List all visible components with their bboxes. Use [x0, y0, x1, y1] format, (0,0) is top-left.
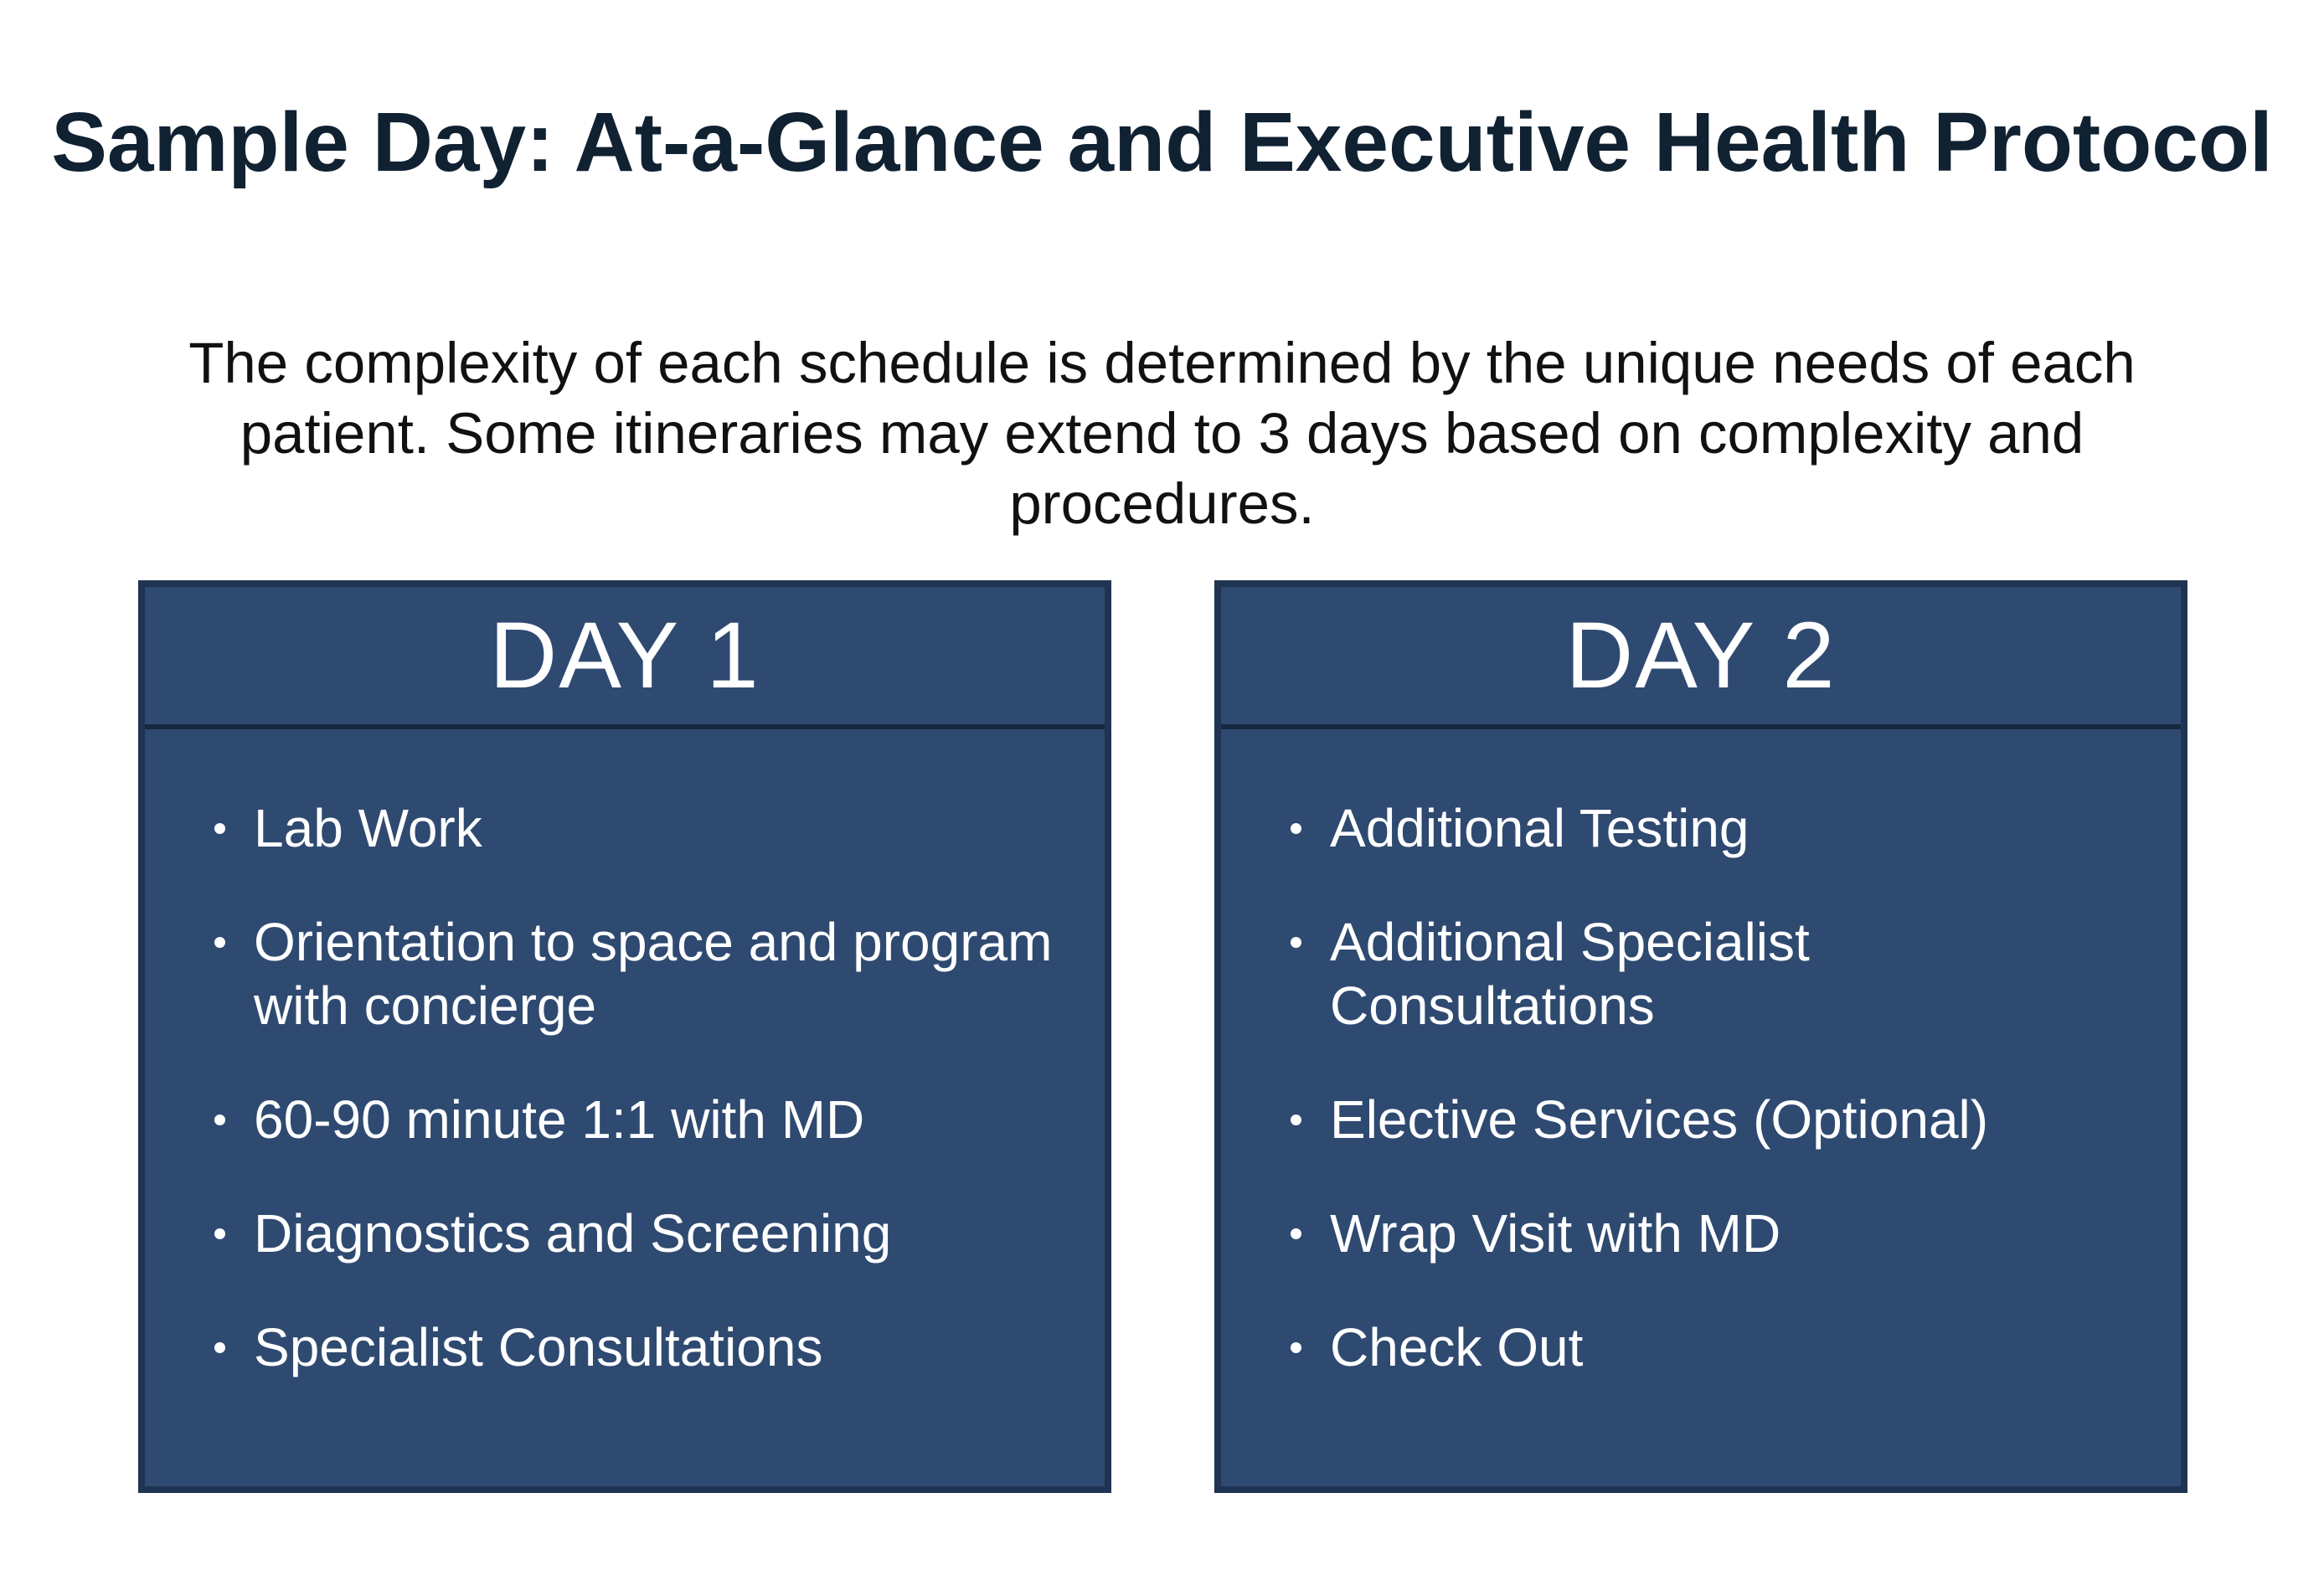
- day-1-list: [145, 796, 1105, 1429]
- day-2-item-label: Elective Services (Optional): [1330, 1089, 1989, 1150]
- bullet-icon: [214, 937, 225, 948]
- bullet-icon: [214, 1114, 225, 1125]
- page-subtitle: The complexity of each schedule is determined by the unique needs of each patient. Some itineraries may extend to 3 days based on complexity and procedures.: [188, 331, 2136, 536]
- day-2-title: DAY 2: [1565, 603, 1837, 708]
- day-1-panel: [138, 580, 1111, 1493]
- bullet-icon: [1291, 1228, 1301, 1239]
- day-1-item-specialists: [145, 1315, 1105, 1379]
- day-2-item-specialists: [1221, 910, 2181, 1037]
- day-2-header: [1221, 587, 2181, 729]
- day-1-header: [145, 587, 1105, 729]
- bullet-icon: [1291, 823, 1301, 834]
- day-1-item-lab-work: [145, 796, 1105, 860]
- bullet-icon: [1291, 937, 1301, 948]
- page-title: Sample Day: At-a-Glance and Executive Health Protocol: [51, 95, 2273, 189]
- bullet-icon: [214, 1228, 225, 1239]
- bullet-icon: [1291, 1114, 1301, 1125]
- day-2-item-label: Additional Testing: [1330, 798, 1749, 858]
- day-1-item-label: 60-90 minute 1:1 with MD: [254, 1089, 865, 1150]
- day-2-item-label: Additional Specialist Consultations: [1330, 912, 1810, 1036]
- day-2-panel: [1214, 580, 2187, 1493]
- day-1-item-label: Lab Work: [254, 798, 482, 858]
- day-2-list: [1221, 796, 2181, 1429]
- day-2-item-check-out: [1221, 1315, 2181, 1379]
- day-1-item-label: Diagnostics and Screening: [254, 1203, 892, 1264]
- day-1-title: DAY 1: [489, 603, 760, 708]
- day-2-item-elective: [1221, 1088, 2181, 1151]
- day-1-item-label: Specialist Consultations: [254, 1317, 823, 1377]
- day-2-item-label: Wrap Visit with MD: [1330, 1203, 1781, 1264]
- day-2-item-testing: [1221, 796, 2181, 860]
- bullet-icon: [1291, 1342, 1301, 1353]
- day-1-item-label: Orientation to space and program with concierge: [254, 912, 1053, 1036]
- day-2-item-wrap-visit: [1221, 1202, 2181, 1265]
- day-2-item-label: Check Out: [1330, 1317, 1584, 1377]
- day-1-item-diagnostics: [145, 1202, 1105, 1265]
- day-1-item-orientation: [145, 910, 1105, 1037]
- day-1-item-md-session: [145, 1088, 1105, 1151]
- bullet-icon: [214, 823, 225, 834]
- bullet-icon: [214, 1342, 225, 1353]
